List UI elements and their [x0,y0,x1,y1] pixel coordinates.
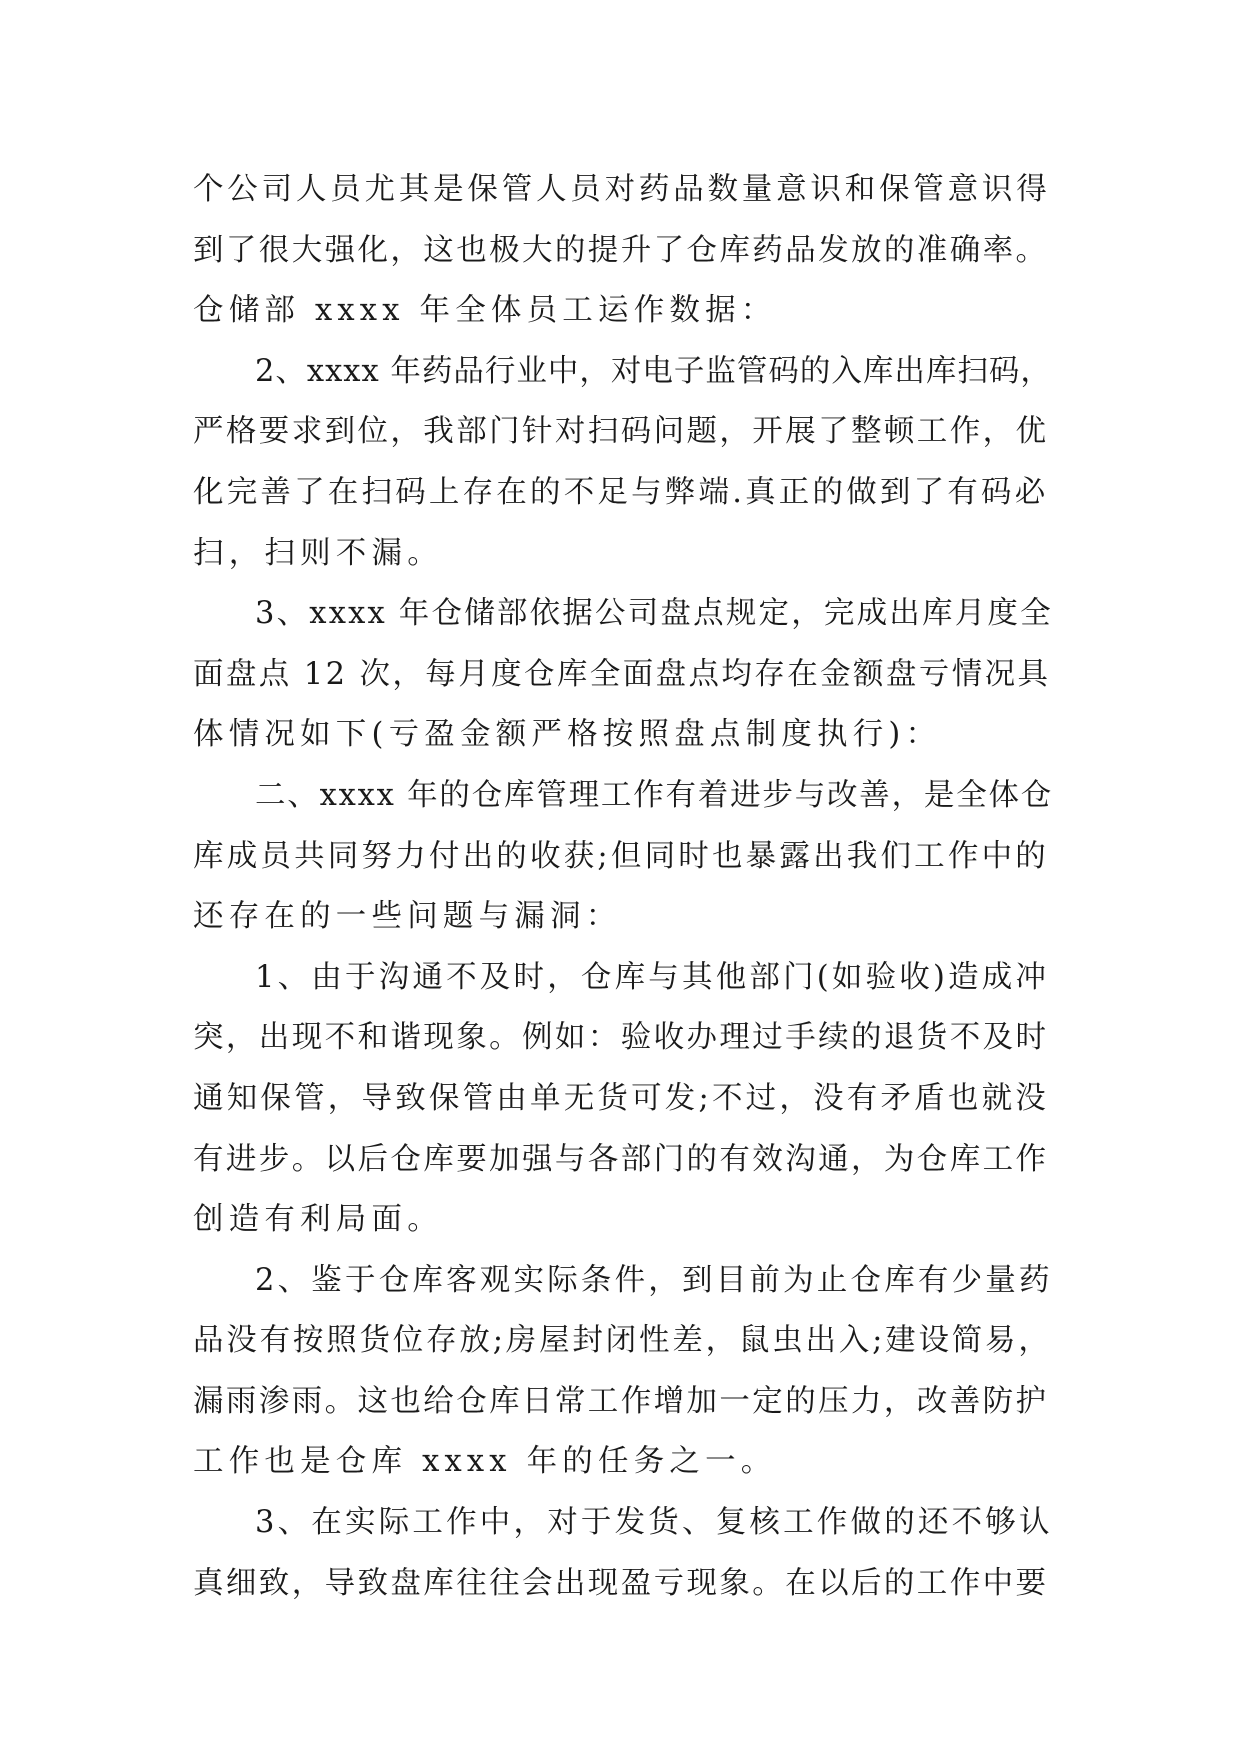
text-line: 3、xxxx 年仓储部依据公司盘点规定，完成出库月度全 [255,596,1053,632]
text-line: 1、由于沟通不及时，仓库与其他部门(如验收)造成冲 [255,959,1050,995]
text-line: 严格要求到位，我部门针对扫码问题，开展了整顿工作，优 [193,414,1049,450]
text-line: 工作也是仓库 xxxx 年的任务之一。 [193,1444,777,1480]
text-line: 到了很大强化，这也极大的提升了仓库药品发放的准确率。 [193,232,1049,268]
text-line: 2、鉴于仓库客观实际条件，到目前为止仓库有少量药 [255,1262,1053,1298]
text-line: 个公司人员尤其是保管人员对药品数量意识和保管意识得 [193,172,1051,207]
text-line: 3、在实际工作中，对于发货、复核工作做的还不够认 [255,1505,1053,1541]
text-line: 突，出现不和谐现象。例如：验收办理过手续的退货不及时 [193,1020,1049,1056]
text-line: 品没有按照货位存放;房屋封闭性差，鼠虫出入;建设简易， [193,1323,1052,1359]
text-line: 漏雨渗雨。这也给仓库日常工作增加一定的压力，改善防护 [193,1383,1049,1419]
text-line: 二、xxxx 年的仓库管理工作有着进步与改善，是全体仓 [255,777,1054,813]
text-line: 有进步。以后仓库要加强与各部门的有效沟通，为仓库工作 [193,1141,1049,1177]
text-line: 真细致，导致盘库往往会出现盈亏现象。在以后的工作中要 [193,1565,1049,1601]
text-line: 仓储部 xxxx 年全体员工运作数据： [193,293,777,329]
text-line: 创造有利局面。 [193,1202,443,1238]
text-line: 面盘点 12 次，每月度仓库全面盘点均存在金额盘亏情况具 [193,656,1051,692]
text-line: 体情况如下(亏盈金额严格按照盘点制度执行)： [193,717,942,753]
document-body [193,160,1053,1614]
text-line: 库成员共同努力付出的收获;但同时也暴露出我们工作中的 [193,838,1049,874]
text-line: 2、xxxx 年药品行业中，对电子监管码的入库出库扫码， [255,353,1052,389]
text-line: 化完善了在扫码上存在的不足与弊端.真正的做到了有码必 [193,474,1049,510]
text-line: 通知保管，导致保管由单无货可发;不过，没有矛盾也就没 [193,1080,1049,1116]
text-line: 还存在的一些问题与漏洞： [193,899,622,935]
text-line: 扫，扫则不漏。 [193,535,443,571]
